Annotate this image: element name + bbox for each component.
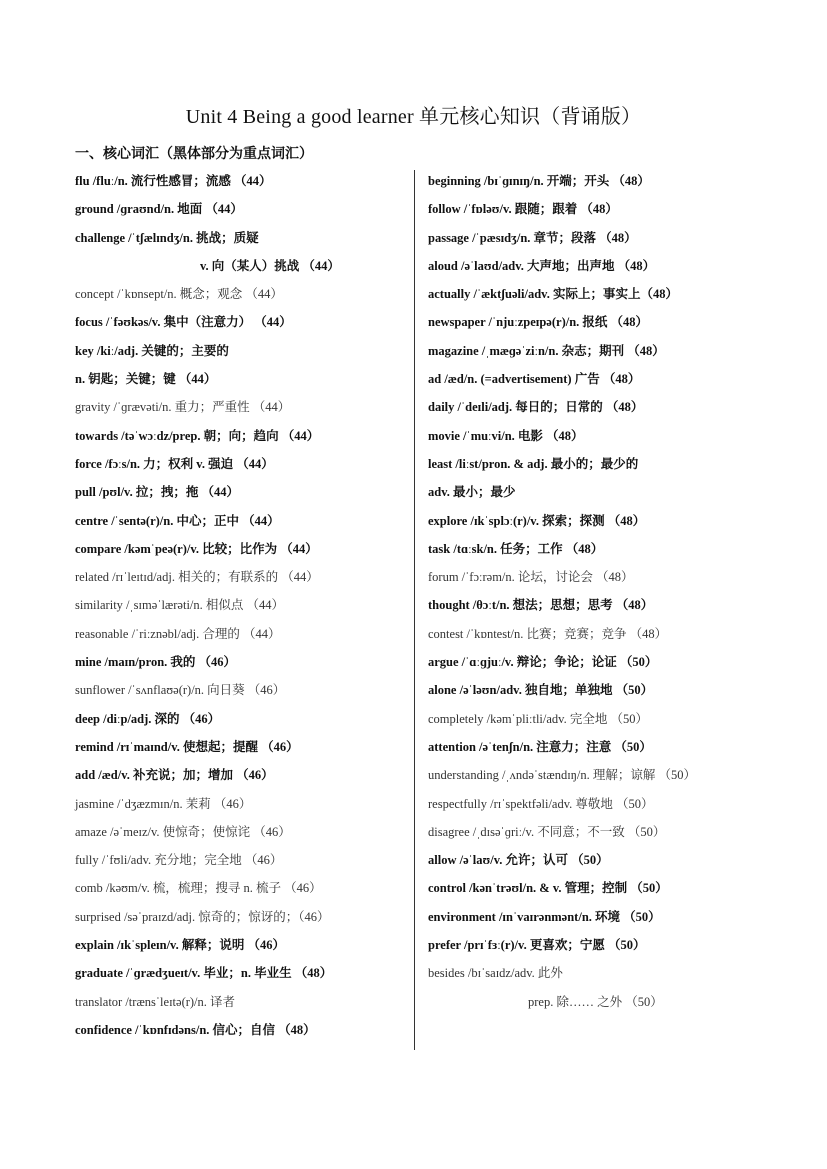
vocab-entry: thought /θɔːt/n. 想法；思想；思考 （48） — [428, 598, 654, 613]
vocab-entry: mine /maɪn/pron. 我的 （46） — [75, 655, 237, 670]
page-title: Unit 4 Being a good learner 单元核心知识（背诵版） — [185, 106, 642, 128]
vocab-entry: jasmine /ˈdʒæzmɪn/n. 茉莉 （46） — [75, 796, 252, 811]
vocab-entry: fully /ˈfʊli/adv. 充分地；完全地 （46） — [75, 853, 283, 868]
vocab-entry: confidence /ˈkɒnfɪdəns/n. 信心；自信 （48） — [75, 1022, 316, 1037]
vocab-entry: forum /ˈfɔːrəm/n. 论坛，讨论会 （48） — [428, 570, 634, 585]
vocab-entry: aloud /əˈlaʊd/adv. 大声地；出声地 （48） — [428, 258, 656, 273]
vocab-entry: reasonable /ˈriːznəbl/adj. 合理的 （44） — [75, 626, 281, 641]
vocab-entry: compare /kəmˈpeə(r)/v. 比较；比作为 （44） — [75, 541, 318, 556]
left-column — [75, 170, 405, 1047]
column-divider — [414, 170, 415, 1050]
vocab-entry: task /tɑːsk/n. 任务；工作 （48） — [428, 541, 604, 556]
vocab-entry: v. 向（某人）挑战 （44） — [200, 258, 340, 273]
vocab-entry: deep /diːp/adj. 深的 （46） — [75, 711, 221, 726]
vocab-entry: amaze /əˈmeɪz/v. 使惊奇；使惊诧 （46） — [75, 824, 291, 839]
vocab-entry: magazine /ˌmæɡəˈziːn/n. 杂志；期刊 （48） — [428, 343, 665, 358]
vocab-entry: explain /ɪkˈspleɪn/v. 解释；说明 （46） — [75, 938, 285, 953]
vocab-entry: environment /ɪnˈvaɪrənmənt/n. 环境 （50） — [428, 909, 661, 924]
vocab-entry: contest /ˈkɒntest/n. 比赛；竞赛；竞争 （48） — [428, 626, 668, 641]
vocab-entry: force /fɔːs/n. 力；权利 v. 强迫 （44） — [75, 456, 274, 471]
vocab-entry: ground /ɡraʊnd/n. 地面 （44） — [75, 202, 243, 217]
vocab-entry: n. 钥匙；关键；键 （44） — [75, 372, 217, 387]
vocab-entry: adv. 最小；最少 — [428, 485, 516, 500]
vocab-entry: explore /ɪkˈsplɔː(r)/v. 探索；探测 （48） — [428, 513, 646, 528]
vocab-entry: add /æd/v. 补充说；加；增加 （46） — [75, 768, 274, 783]
vocab-entry: control /kənˈtrəʊl/n. & v. 管理；控制 （50） — [428, 881, 668, 896]
vocab-entry: prep. 除…… 之外 （50） — [528, 994, 663, 1009]
section-heading: 一、核心词汇（黑体部分为重点词汇） — [75, 146, 313, 162]
vocab-entry: graduate /ˈɡrædʒueɪt/v. 毕业；n. 毕业生 （48） — [75, 966, 333, 981]
vocab-entry: passage /ˈpæsɪdʒ/n. 章节；段落 （48） — [428, 230, 637, 245]
vocab-entry: daily /ˈdeɪli/adj. 每日的；日常的 （48） — [428, 400, 644, 415]
vocab-entry: follow /ˈfɒləʊ/v. 跟随；跟着 （48） — [428, 202, 618, 217]
vocab-entry: similarity /ˌsɪməˈlærəti/n. 相似点 （44） — [75, 598, 285, 613]
vocab-entry: focus /ˈfəʊkəs/v. 集中（注意力） （44） — [75, 315, 292, 330]
vocab-entry: attention /əˈtenʃn/n. 注意力；注意 （50） — [428, 739, 652, 754]
vocab-entry: least /liːst/pron. & adj. 最小的；最少的 — [428, 456, 639, 471]
vocab-entry: respectfully /rɪˈspektfəli/adv. 尊敬地 （50） — [428, 796, 654, 811]
vocab-entry: related /rɪˈleɪtɪd/adj. 相关的；有联系的 （44） — [75, 570, 319, 585]
vocab-entry: allow /əˈlaʊ/v. 允许；认可 （50） — [428, 853, 609, 868]
vocab-entry: besides /bɪˈsaɪdz/adv. 此外 — [428, 966, 563, 981]
vocab-entry: actually /ˈæktʃuəli/adv. 实际上；事实上（48） — [428, 287, 678, 302]
vocab-entry: centre /ˈsentə(r)/n. 中心；正中 （44） — [75, 513, 280, 528]
vocab-entry: key /kiː/adj. 关键的；主要的 — [75, 343, 229, 358]
vocab-entry: pull /pʊl/v. 拉；拽；拖 （44） — [75, 485, 239, 500]
vocab-entry: challenge /ˈtʃælɪndʒ/n. 挑战；质疑 — [75, 230, 259, 245]
vocab-entry: surprised /səˈpraɪzd/adj. 惊奇的；惊讶的；（46） — [75, 909, 330, 924]
vocab-entry: prefer /prɪˈfɜː(r)/v. 更喜欢；宁愿 （50） — [428, 938, 646, 953]
vocab-entry: ad /æd/n. (=advertisement) 广告 （48） — [428, 372, 641, 387]
vocab-entry: towards /təˈwɔːdz/prep. 朝；向；趋向 （44） — [75, 428, 320, 443]
vocab-entry: sunflower /ˈsʌnflaʊə(r)/n. 向日葵 （46） — [75, 683, 286, 698]
vocab-entry: gravity /ˈɡrævəti/n. 重力；严重性 （44） — [75, 400, 291, 415]
vocab-entry: disagree /ˌdɪsəˈɡriː/v. 不同意；不一致 （50） — [428, 824, 666, 839]
vocab-entry: movie /ˈmuːvi/n. 电影 （48） — [428, 428, 584, 443]
vocab-entry: comb /kəʊm/v. 梳，梳理；搜寻 n. 梳子 （46） — [75, 881, 322, 896]
vocab-entry: completely /kəmˈpliːtli/adv. 完全地 （50） — [428, 711, 648, 726]
vocab-entry: newspaper /ˈnjuːzpeɪpə(r)/n. 报纸 （48） — [428, 315, 649, 330]
vocab-entry: concept /ˈkɒnsept/n. 概念；观念 （44） — [75, 287, 283, 302]
vocab-entry: remind /rɪˈmaɪnd/v. 使想起；提醒 （46） — [75, 739, 299, 754]
vocab-entry: understanding /ˌʌndəˈstændɪŋ/n. 理解；谅解 （50） — [428, 768, 696, 783]
vocab-entry: translator /trænsˈleɪtə(r)/n. 译者 — [75, 994, 236, 1009]
vocab-entry: alone /əˈləʊn/adv. 独自地；单独地 （50） — [428, 683, 654, 698]
vocab-entry: flu /fluː/n. 流行性感冒；流感 （44） — [75, 174, 272, 188]
vocab-entry: beginning /bɪˈɡɪnɪŋ/n. 开端；开头 （48） — [428, 174, 650, 188]
vocab-entry: argue /ˈɑːɡjuː/v. 辩论；争论；论证 （50） — [428, 655, 658, 670]
right-column — [428, 170, 758, 1019]
